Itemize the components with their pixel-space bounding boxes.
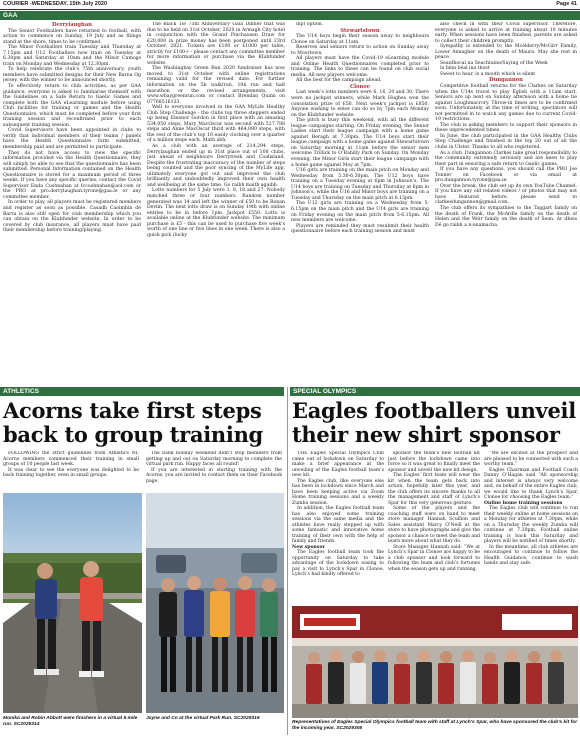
paragraph: “We are excited at the prospect and are pleased to be connected with such a worthy team.” [484,451,578,467]
paragraph: Competitive football returns for the Clarkes on Saturday when the U14s travel to play Eglish with a 11am start. Seniors are up next on Sunday afternoon with a home tie against Loughmacrory. Throw-in times are to be confirmed soon. Unfortunately, at the time of writing, spectators will not permitted in to watch any games due to current Covid-19 restrictions. [435,83,577,123]
paragraph: As a club with an average of 214,294 steps, Derrylaughan ended up in 31st place out of 108 clubs, just ahead of neighbours Derrytresk and Coalisland. Despite the frustrating inaccuracy of the number of steps being counted and the poor syncing of the MyLife app, ultimately everyone got out and improved the club brilliantly and undoubtedly improved their own health and wellbeing at the same time. Go raibh maith agaibh. [147,144,285,188]
athletics-body-col-1 [3,451,139,479]
paragraph: To help celebrate the club’s 75th anniversary, youth members have submitted designs for their New Barna Og jersey, with the winner to be announced shortly. [3,67,141,84]
paragraph: In June, the club participated in the GAA Healthy Clubs Step Challenge and finished in the top 20 out of all the clubs in Ulster. Thanks to all who registered. [435,133,577,150]
paragraph: Over the break, the club set up its own YouTube Channel. If you have any old related videos / or photos that may not have featured before, please send to clarkesdungannon@gmail.com. [435,183,577,206]
paragraph: sponsor the team’s new football kit just before the lockdown came into force so it was great to finally meet the sponsor and unveil the new kit design. [388,451,480,473]
paragraph: All the best for the campaign ahead. [296,78,382,84]
paragraph: Last week’s lotto numbers were 6, 16, 20 and 30. There were no jackpot winners, while Mark Hughes won the consolation prize of £50. Next week’s jackpot is £850. Anyone wishing to enter can do so by 7pm each Monday on the Klubfunder website. [291,90,429,118]
photo-eagles-team-sponsor [292,606,578,718]
paragraph: The Washingbay Green Run 2020 fundraiser has now moved to 31st October with online registrations remaining valid for the revised date. For further information on the 5k walk/run, 10k run and half marathon or the revised arrangements, visit www.wbaygreenrun.com or contact Brendan Quinn on 07768516133. [147,66,285,105]
paragraph: Eagles Chairman and Football Coach Danny O’Hagan said “All sponsorship and interest is always very welcome and, on behalf of the entire Eagles club, we would like to thank Lynch’s Spar, Clonoe for choosing the Eagles team.” [484,467,578,500]
paragraph: The Minor Footballers train Tuesday and Thursday at 7.15pm and U12 Footballers now train on Tuesday at 6.30pm and Saturday at 10am and the Minor Camogs train on Monday and Wednesday at 12.30pm. [3,45,141,67]
paragraph: Reserves and seniors return to action on Sunday away to Moortown. [291,45,429,56]
club-heading: Derrylaughan [52,22,92,28]
paragraph: In order to play, all players must be registered members and register as soon as possible. Casadh Caoimhín de Barra is also still open for club membership which you can obtain on the Klubfunder website. In order to be covered by club insurance, all players must have paid their membership before training/playing. [3,200,141,234]
paragraph: The club is asking members to support their sponsors in these unprecedented times. [435,122,577,134]
special-olympics-section-label: SPECIAL OLYMPICS [293,388,357,395]
paragraph: The Eagles club, like everyone else has been in lockdown since March and have been keeping active via Zoom Home training sessions and a weekly Zumba session. [292,478,384,506]
paragraph: Well to everyone involved in the GAA MyLife Healthy Club Step Challenge - the clubs top three steppers ended up being Eleanor Gordon in first place with an amazing 534,050 steps, Mary MacOscar was second with 527,788 steps and Anne MacOscar third with 464,090 steps, with the rest of the club’s top 10 easily clocking over a quarter of a million steps each. Math ábh. [147,105,285,144]
paragraph: They do not have access to view the specific information provided via the Health Questionnaire, they will simply be able to see that the questionnaire has been submitted. Personal Information contained on the Health Questionnaire is stored for a maximum period of three weeks. If you have any specific queries, contact the Covid Supervisor Enda Cushnahan at fccushnahan@aol.com or the PRO at pro.derrylaughan.tyrone@gaa.ie or any committee member. [3,150,141,200]
top-rule [0,9,580,10]
paragraph: The Black Tie 75th Anniversary Gala Dinner that was due to be held on 31st October, 2020 in Armagh City hotel in conjunction with the Grand Pinchausen Draw for £20,000 in prize money has been postponed until 23rd October, 2021. Tickets are £100 or £1000 per table, strictly for £100+ - please contact any committee member for more information or purchase via the Klubfunder website. [147,22,285,66]
paragraph: The club offers its sympathies to the Taggart family on the death of Frank, the McArdle family on the death of Helen and the Weir family on the death of Sean. Ar dheis Dé go raibh a n-anamacha. [435,206,577,228]
paragraph: also check in with their Covid supervisor. Therefore, everyone is asked to arrive at training about 10 minutes early. When sessions have been finished, parents are asked to collect their children promptly. [435,22,577,44]
gaa-column-2 [147,22,285,382]
gaa-column-3 [291,22,429,382]
paragraph: The bank holiday weekend didn’t stop members from getting up and out on Saturday morning to complete the virtual park run. Happy faces all round! [146,451,282,467]
athletics-section-bar [0,387,284,396]
subheading: Online home training sessions [484,500,563,506]
paragraph: Sympathy is extended to the Mcelderry/McGirr Family, Lower Annagher on the death of Maura. May she rest in peace. [435,44,577,61]
special-olympics-headline: Eagles footballers unveil their new shirt sponsor [292,398,576,447]
paragraph: If you have any questions, you should call the PRO Joe Tonner on Facebook or via email at pro.dungannon.tyrone@gaa.ie. [435,167,577,184]
paragraph: The U14 boys begin their season away to neighbours Clonoe on Saturday at 11am. [291,34,429,45]
paragraph: All players must have the Covid-19 eLearning module and Online Health Questionnaires completed prior to training. The links to these can be found on club social media. All new players welcome. [291,56,429,78]
gaa-section-label: GAA [3,12,18,19]
paragraph: Is binn béal ina thost [440,66,490,72]
photo-runners-road [3,493,142,713]
paragraph: Lotto numbers for 5 July were 1, 8, 18 and 27. Nobody matched three or four numbers. Random number generated was 14 and left the winner of £50 to be Ronan Devlin. The next lotto draw is on Sunday 19th with online entries to be in before 1pm. Jackpot £550. Lotto is available online at the Klubfunder website. The minimum purchase is £5 - this can be used to purchase five week’s worth of one line or five lines in one week. There is also a quick pick (lucky [147,188,285,238]
paragraph: As a club, Dungannon Clarkes take great responsibility to the community extremely seriously and are keen to play their part in ensuring a safe return to Gaelic games. [435,150,577,167]
paragraph: In addition, the Eagles football team has also enjoyed some training sessions via the same media and the athletes have really stepped up with some fantastic and innovative home training of their own with the help of family and friends. [292,506,384,544]
special-body-col-1 [292,451,384,601]
page-number: Page 41 [556,1,577,7]
athletics-body-col-2 [146,451,282,491]
paragraph: The pitch is busy this weekend, with all the different league campaigns starting. On Friday evening, the Senior Ladies start their league campaign with a home game against Beragh at 7.30pm. The U14 boys start their league campaign with a home game against Stewartstown on Saturday morning at 11am before the senior men welcome Trillick to O’Rahilly Park on Sunday. On Monday evening, the Minor Girls start their league campaign with a home game against Moy at 7pm. [291,118,429,168]
paragraph: The Eagles club will continue to run their weekly online at home sessions on a Monday for athletes at 7.30pm, while on a Thursday the weekly Zumba will continue at 7.30pm. Football online training is back this Saturday and players will be notified of times shortly. [484,506,578,544]
section-divider [287,387,288,735]
paragraph: Seanfhocal na Seachtaine/Saying of the Week [440,60,548,66]
gaa-section-bar [0,11,580,20]
paragraph: Players are reminded they must resubmit their health questionnaire before each training session and must [291,223,429,235]
paragraph: THE Eagles Special Olympics Club came out of lockdown on Saturday to make a brief appearance at the unveiling of the Eagles football team’s new kit. [292,451,384,478]
paragraph: The Eagles’ first team will wear the kit when the team gets back into action, hopefully later this year, and the club offers its sincere thanks to all the management and staff of Lynch’s Spar for this very generous gesture. [388,473,480,506]
gaa-column-4 [435,22,577,382]
athletics-headline: Acorns take first steps back to group training [3,398,263,447]
club-heading: Dungannon [489,77,523,84]
running-header-left: COURIER -WEDNESDAY, 15th July 2020 [3,1,108,7]
paragraph: If you are interested in starting training with the Acorns, you are invited to contact them on their Facebook page. [146,467,282,484]
paragraph: The Eagles football team took the opportunity on Saturday to take advantage of the lockdown easing to pay a visit to Lynch’s Spar in Clonoe, Lynch’s had kindly offered to [292,550,384,577]
special-body-col-2 [388,451,480,601]
paragraph: FOLLOWING the strict guidelines from Athletics NI, Acorns members commenced their training in small groups of 10 people last week. [3,451,139,467]
paragraph: Store Manager Hannah said: “We at Lynch’s Spar in Clonoe are happy to be a club sponsor and look forward to following the team and club’s fortunes when the season gets up and running. [388,544,480,572]
paragraph: Sweet to hear, is a mouth which is silent [440,71,536,77]
caption-park-run: Jayne and Co at the virtual Park Run. SC2029316 [146,716,260,721]
special-body-col-3 [484,451,578,601]
paragraph: The U12 girls are training on a Wednesday from 5-6.15pm on the main pitch and the U14 girls are training on Friday evening on the main pitch from 5-6.15pm. All new members are welcome. [291,201,429,224]
paragraph: In the meantime, all club athletes are encouraged to continue to follow the Health Guidance, continue to wash hands and stay safe. [484,544,578,566]
paragraph: dip) option. [296,22,324,27]
paragraph: It was clear to see the everyone was delighted to be back training together, even in small groups. [3,467,139,478]
caption-eagles-team: Representatives of Eagles Special Olympics football team with staff at Lynch’s Spar, who have sponsored the club’s kit for the incoming year. SC2029305 [292,720,578,731]
athletics-section-label: ATHLETICS [3,388,39,395]
paragraph: To effectively return to club activities, as per GAA guidance, everyone is asked to familiarise themself with the Guidelines on a Safe Return to Gaelic Games and complete both the GAA eLearning module before using Club facilities for training or games and the Health Questionnaire, which must be completed before your first training session and reconfirmed prior to each subsequent training session. [3,83,141,128]
paragraph: Some of the players and the coaching staff were on hand to meet store manager Hannah Scullion and Sales assistant Marcy O’Neill at the store to have photographs and give the sponsor a chance to meet the team and learn more about what they do. [388,506,480,544]
caption-runners-road: Monika and Robin Abbott were finishers in a virtual 5 mile run. SC2029314 [3,716,138,727]
photo-virtual-park-run-group [146,493,284,713]
gaa-column-1 [3,22,141,382]
running-header [0,0,580,9]
club-heading: Clonoe [349,83,371,90]
paragraph: Covid Supervisors have been appointed in clubs to verify that individual members of their teams / panels have the Health Questionnaire form submitted, membership paid and are permitted to participate. [3,128,141,150]
special-olympics-section-bar [290,387,580,396]
paragraph: The Senior Footballers have returned to football, with action to commence on Sunday, 19 July and as things stand at the shore, times to be confirmed. [3,28,141,45]
paragraph: U16 girls are training on the main pitch on Monday and Wednesday from 5.30-6.30pm. The U12 boys have training on a Tuesday evening at 6pm in Johnson’s. The U14 boys are training on Tuesday and Thursday at 6pm in Johnson’s, while the U16 and Minor boys are training on a Tuesday and Thursday on the main pitch at 6.15pm. [291,168,429,201]
subheading: New sponsor [292,544,325,550]
club-heading: Stewartstown [340,27,380,34]
